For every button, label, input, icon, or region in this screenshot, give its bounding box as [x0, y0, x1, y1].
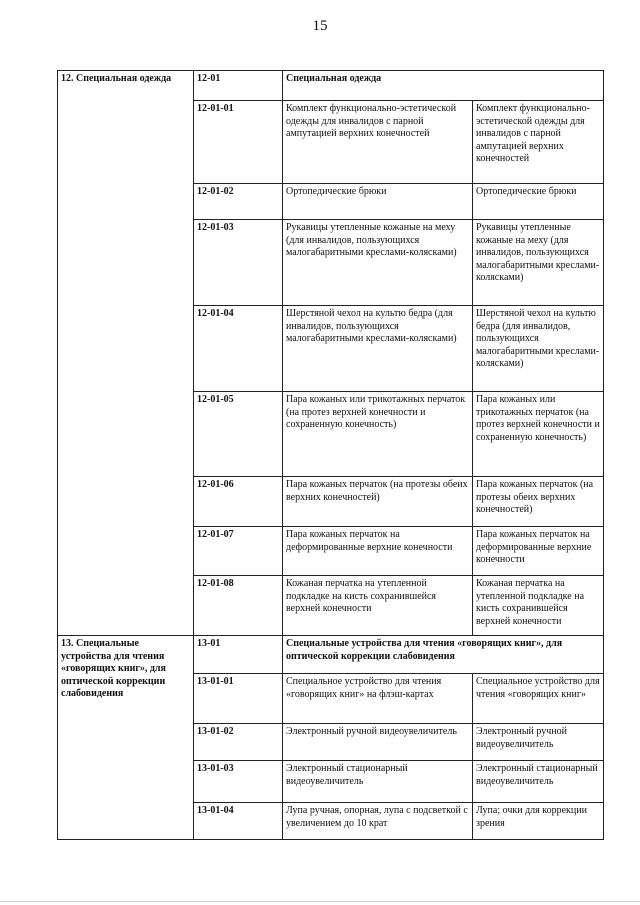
scan-edge-line	[0, 901, 640, 902]
item-code: 12-01-02	[194, 184, 283, 220]
item-name: Кожаная перчатка на утепленной подкладке на кисть сохранившейся верхней конечности	[283, 576, 473, 636]
category-cell: 12. Специальная одежда	[58, 71, 194, 636]
item-description: Электронный ручной видеоувеличитель	[473, 724, 604, 761]
item-description: Кожаная перчатка на утепленной подкладке на кисть сохранившейся верхней конечности	[473, 576, 604, 636]
item-code: 13-01-04	[194, 803, 283, 840]
item-code: 12-01-05	[194, 392, 283, 477]
item-code: 12-01-06	[194, 477, 283, 527]
item-description: Ортопедические брюки	[473, 184, 604, 220]
item-code: 12-01-01	[194, 101, 283, 184]
item-name: Лупа ручная, опорная, лупа с подсветкой с увеличением до 10 крат	[283, 803, 473, 840]
rehabilitation-means-table	[57, 70, 604, 840]
item-code: 12-01-08	[194, 576, 283, 636]
item-name: Пара кожаных или трикотажных перчаток (на протез верхней конечности и сохраненную конечность)	[283, 392, 473, 477]
group-title: Специальная одежда	[283, 71, 604, 101]
group-header-row	[58, 636, 604, 674]
item-description: Лупа; очки для коррекции зрения	[473, 803, 604, 840]
item-description: Комплект функционально-эстетической одежды для инвалидов с парной ампутацией верхних конечностей	[473, 101, 604, 184]
item-name: Электронный ручной видеоувеличитель	[283, 724, 473, 761]
item-name: Комплект функционально-эстетической одежды для инвалидов с парной ампутацией верхних конечностей	[283, 101, 473, 184]
item-code: 12-01-03	[194, 220, 283, 306]
category-cell: 13. Специальные устройства для чтения «говорящих книг», для оптической коррекции слабовидения	[58, 636, 194, 840]
item-code: 12-01-04	[194, 306, 283, 392]
item-name: Специальное устройство для чтения «говорящих книг» на флэш-картах	[283, 674, 473, 724]
group-code: 12-01	[194, 71, 283, 101]
item-code: 12-01-07	[194, 527, 283, 576]
item-description: Рукавицы утепленные кожаные на меху (для инвалидов, пользующихся малогабаритными креслами-колясками)	[473, 220, 604, 306]
item-description: Шерстяной чехол на культю бедра (для инвалидов, пользующихся малогабаритными креслами-колясками)	[473, 306, 604, 392]
item-name: Ортопедические брюки	[283, 184, 473, 220]
item-name: Шерстяной чехол на культю бедра (для инвалидов, пользующихся малогабаритными креслами-колясками)	[283, 306, 473, 392]
group-code: 13-01	[194, 636, 283, 674]
item-code: 13-01-01	[194, 674, 283, 724]
group-header-row	[58, 71, 604, 101]
item-name: Рукавицы утепленные кожаные на меху (для инвалидов, пользующихся малогабаритными креслами-колясками)	[283, 220, 473, 306]
item-code: 13-01-02	[194, 724, 283, 761]
item-description: Пара кожаных перчаток (на протезы обеих верхних конечностей)	[473, 477, 604, 527]
page-number: 15	[312, 18, 328, 34]
item-description: Пара кожаных перчаток на деформированные верхние конечности	[473, 527, 604, 576]
item-name: Пара кожаных перчаток на деформированные верхние конечности	[283, 527, 473, 576]
item-name: Электронный стационарный видеоувеличитель	[283, 761, 473, 803]
group-title: Специальные устройства для чтения «говорящих книг», для оптической коррекции слабовидения	[283, 636, 604, 674]
item-code: 13-01-03	[194, 761, 283, 803]
item-name: Пара кожаных перчаток (на протезы обеих верхних конечностей)	[283, 477, 473, 527]
item-description: Электронный стационарный видеоувеличитель	[473, 761, 604, 803]
item-description: Пара кожаных или трикотажных перчаток (на протез верхней конечности и сохраненную конечность)	[473, 392, 604, 477]
item-description: Специальное устройство для чтения «говорящих книг»	[473, 674, 604, 724]
